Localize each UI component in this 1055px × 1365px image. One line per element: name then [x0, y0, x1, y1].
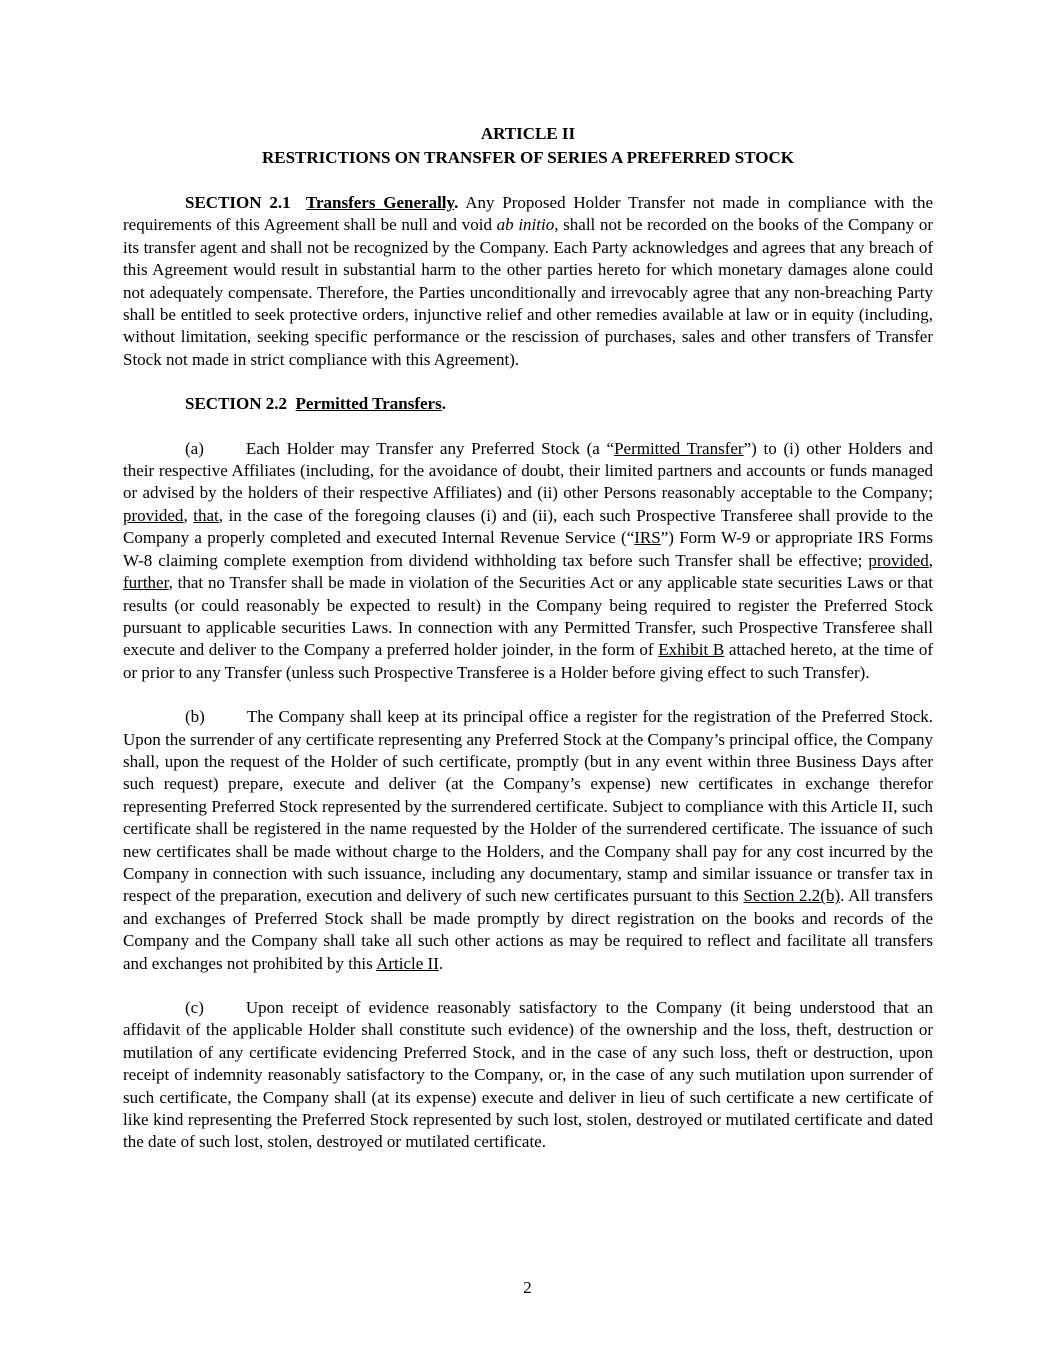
text-segment: (b) — [185, 707, 205, 727]
text-segment: . — [438, 953, 444, 973]
text-segment: attached hereto, at the time of or prior to any Transfer (unless such Prospective Transferee is a Holder before giving effect to such Transfer). — [123, 640, 933, 682]
text-segment: Transfers Generally — [305, 193, 455, 212]
text-segment: Upon receipt of evidence reasonably satisfactory to the Company (it being understood that an affidavit of the applicable Holder shall constitute such evidence) of the ownership and the loss, theft, destruction or mutilation of any certificate evidencing Preferred Stock, and in the case of any such loss, theft or destruction, upon receipt of indemnity reasonably satisfactory to the Company, or, in the case of any such mutilation upon surrender of such certificate, the Company shall (at its expense) execute and deliver in lieu of such certificate a new certificate of like kind representing the Preferred Stock represented by such lost, stolen, destroyed or mutilated certificate and dated the date of such lost, stolen, destroyed or mutilated certificate. — [123, 998, 933, 1152]
text-segment: Permitted Transfers — [295, 394, 442, 414]
text-segment: SECTION 2.1 — [185, 193, 306, 212]
section-2-2-item-a-paragraph — [123, 438, 933, 684]
section-2-1-paragraph — [123, 192, 933, 371]
text-segment: Exhibit B — [658, 640, 725, 660]
text-segment: . — [454, 193, 459, 212]
text-segment: (a) — [185, 438, 204, 458]
document-content — [123, 122, 933, 1176]
text-segment: , that no Transfer shall be made in violation of the Securities Act or any applicable state securities Laws or that results (or could reasonably be expected to result) in the Company being required to register the Preferred Stock pursuant to applicable securities Laws. In connection with any Permitted Transfer, such Prospective Transferee shall execute and deliver to the Company a preferred holder joinder, in the form of — [123, 573, 933, 660]
text-segment: , shall not be recorded on the books of the Company or its transfer agent and shall not be recognized by the Company. Each Party acknowledges and agrees that any breach of this Agreement would result in substantial harm to the other parties hereto for which monetary damages alone could not adequately compensate. Therefore, the Parties unconditionally and irrevocably agree that any non-breaching Party shall be entitled to seek protective orders, injunctive relief and other remedies available at law or in equity (including, without limitation, seeking specific performance or the rescission of purchases, sales and other transfers of Transfer Stock not made in strict compliance with this Agreement). — [123, 215, 933, 369]
text-segment: The Company shall keep at its principal office a register for the registration of the Preferred Stock. Upon the surrender of any certificate representing any Preferred Stock at the Company’s principal office, the Company shall, upon the request of the Holder of such certificate, promptly (but in any event within three Business Days after such request) prepare, execute and deliver (at the Company’s expense) new certificates in exchange therefor representing Preferred Stock represented by the surrendered certificate. Subject to compliance with this Article II, such certificate shall be registered in the name requested by the Holder of the surrendered certificate. The issuance of such new certificates shall be made without charge to the Holders, and the Company shall pay for any cost incurred by the Company in connection with such issuance, including any documentary, stamp and similar issuance or transfer tax in respect of the preparation, execution and delivery of such new certificates pursuant to this — [123, 707, 933, 906]
text-segment: (c) — [185, 998, 204, 1017]
article-number-line: ARTICLE II — [480, 124, 576, 143]
text-segment: ab initio — [496, 215, 555, 235]
text-segment: Any Proposed Holder Transfer not made in compliance with the requirements of this Agreement shall be null and void — [123, 193, 933, 235]
text-segment: ”) Form W-9 or appropriate IRS Forms W-8 claiming complete exemption from dividend withholding tax before such Transfer shall be effective; — [123, 528, 933, 570]
article-heading-line: RESTRICTIONS ON TRANSFER OF SERIES A PREFERRED STOCK — [261, 148, 794, 167]
text-segment: Section 2.2(b) — [743, 886, 841, 906]
text-segment: Article II — [376, 953, 439, 973]
text-segment: provided — [868, 550, 929, 570]
text-segment: . — [441, 394, 446, 414]
text-segment: SECTION 2.2 — [185, 394, 296, 414]
section-2-2-item-c-paragraph — [123, 997, 933, 1154]
text-segment: ”) to (i) other Holders and their respective Affiliates (including, for the avoidance of doubt, their limited partners and accounts or funds managed or advised by the holders of their respective Affiliates) and (ii) other Persons reasonably acceptable to the Company; — [123, 438, 933, 503]
text-segment: , — [183, 505, 194, 525]
text-segment: . All transfers and exchanges of Preferred Stock shall be made promptly by direct registration on the books and records of the Company and the Company shall take all such other actions as may be required to reflect and facilitate all transfers and exchanges not prohibited by this — [123, 886, 933, 973]
text-segment: , — [928, 550, 933, 570]
text-segment: provided — [123, 505, 184, 525]
text-segment: IRS — [634, 528, 661, 548]
text-segment: , in the case of the foregoing clauses (i) and (ii), each such Prospective Transferee shall provide to the Company a properly completed and executed Internal Revenue Service (“ — [123, 505, 934, 548]
document-body — [123, 192, 933, 1154]
text-segment: that — [193, 505, 219, 525]
text-segment: Each Holder may Transfer any Preferred Stock (a “ — [245, 438, 615, 458]
section-2-2-heading-paragraph — [123, 393, 933, 415]
page-number: 2 — [523, 1278, 532, 1297]
section-2-2-item-b-paragraph — [123, 706, 933, 975]
text-segment: further — [123, 573, 169, 593]
article-title — [123, 122, 933, 170]
text-segment: Permitted Transfer — [614, 438, 744, 458]
